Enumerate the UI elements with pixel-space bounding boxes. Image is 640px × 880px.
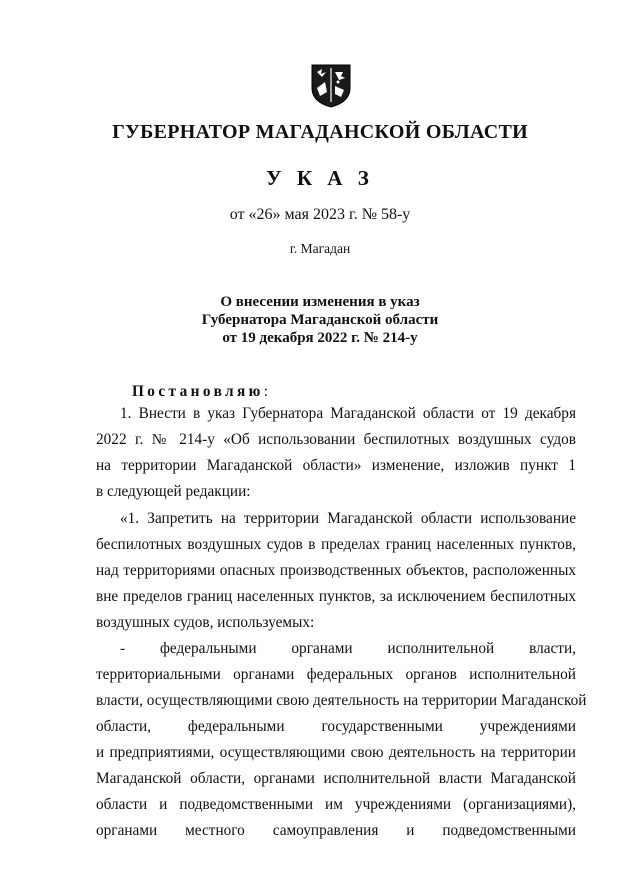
subject-line-3: от 19 декабря 2022 г. № 214-у (222, 330, 418, 346)
body-line: 2022 г. № 214-у «Об использовании беспилотных воздушных судов (96, 431, 576, 448)
body-line: вне пределов границ населенных пунктов, за исключением беспилотных (96, 588, 576, 605)
body-line: «1. Запретить на территории Магаданской области использование (120, 510, 576, 527)
document-type: У К А З (266, 166, 374, 190)
body-line: беспилотных воздушных судов в пределах границ населенных пунктов, (96, 536, 576, 553)
decree-colon: : (263, 383, 269, 400)
subject-line-2: Губернатора Магаданской области (201, 312, 439, 328)
body-line: области и подведомственными им учреждениями (организациями), (96, 796, 576, 813)
body-line: и предприятиями, осуществляющими свою деятельность на территории (96, 744, 576, 761)
body-line: территориальными органами федеральных органов исполнительной (96, 666, 576, 683)
body-line: воздушных судов, используемых: (96, 614, 315, 631)
decree-city: г. Магадан (289, 241, 351, 256)
magadan-coat-of-arms-icon (308, 62, 354, 108)
body-line: органами местного самоуправления и подведомственными (96, 822, 576, 839)
governor-title: ГУБЕРНАТОР МАГАДАНСКОЙ ОБЛАСТИ (112, 121, 528, 143)
body-line: области, федеральными государственными учреждениями (96, 718, 576, 735)
decree-word-text: Постановляю (132, 383, 264, 400)
body-line: над территориями опасных производственных объектов, расположенных (96, 562, 576, 579)
body-line: на территории Магаданской области» изменение, изложив пункт 1 (96, 457, 576, 474)
body-line: 1. Внести в указ Губернатора Магаданской области от 19 декабря (120, 405, 576, 422)
subject-line-1: О внесении изменения в указ (220, 294, 420, 310)
body-line: власти, осуществляющими свою деятельность на территории Магаданской (96, 692, 587, 709)
decree-date-number: от «26» мая 2023 г. № 58-у (229, 206, 411, 223)
body-line: - федеральными органами исполнительной власти, (120, 640, 576, 657)
body-line: в следующей редакции: (96, 483, 251, 500)
decree-word (132, 383, 268, 401)
body-line: Магаданской области, органами исполнительной власти Магаданской (96, 770, 576, 787)
